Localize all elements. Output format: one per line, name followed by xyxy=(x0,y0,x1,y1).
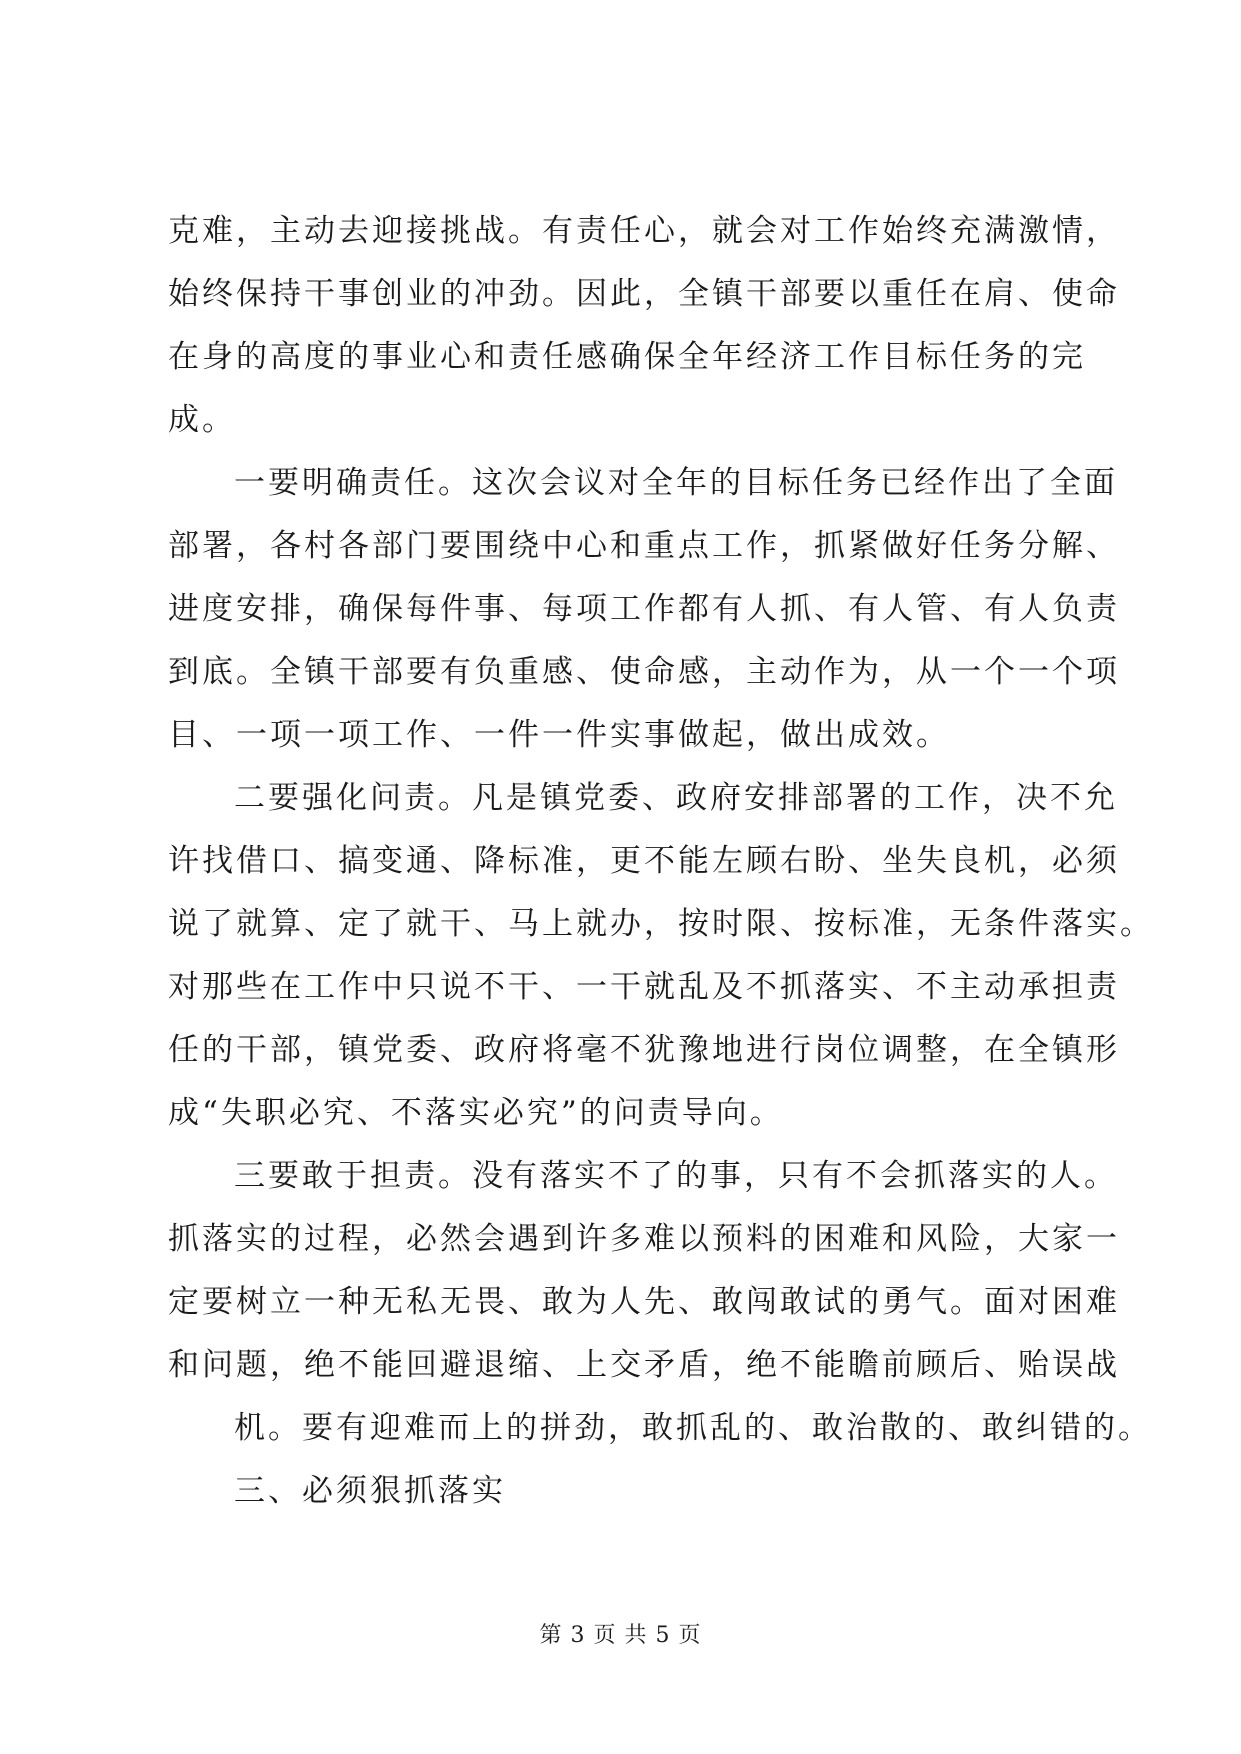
text-line: 到底。全镇干部要有负重感、使命感，主动作为，从一个一个项 xyxy=(168,654,1120,690)
page-footer xyxy=(0,1622,1241,1650)
paragraph-first-line: 一要明确责任。这次会议对全年的目标任务已经作出了全面 xyxy=(234,465,1118,501)
text-line: 进度安排，确保每件事、每项工作都有人抓、有人管、有人负责 xyxy=(168,591,1120,627)
paragraph-first-line: 三要敢于担责。没有落实不了的事，只有不会抓落实的人。 xyxy=(234,1158,1118,1194)
text-line: 部署，各村各部门要围绕中心和重点工作，抓紧做好任务分解、 xyxy=(168,528,1120,564)
text-line: 成。 xyxy=(168,402,236,438)
text-line: 克难，主动去迎接挑战。有责任心，就会对工作始终充满激情， xyxy=(168,213,1120,249)
text-line: 始终保持干事创业的冲劲。因此，全镇干部要以重任在肩、使命 xyxy=(168,276,1120,312)
text-line: 对那些在工作中只说不干、一干就乱及不抓落实、不主动承担责 xyxy=(168,969,1120,1005)
text-line: 任的干部，镇党委、政府将毫不犹豫地进行岗位调整，在全镇形 xyxy=(168,1032,1120,1068)
text-line: 在身的高度的事业心和责任感确保全年经济工作目标任务的完 xyxy=(168,339,1086,375)
text-line: 目、一项一项工作、一件一件实事做起，做出成效。 xyxy=(168,717,950,753)
text-line: 成“失职必究、不落实必究”的问责导向。 xyxy=(168,1095,784,1131)
document-body xyxy=(168,200,1154,1523)
text-line: 许找借口、搞变通、降标准，更不能左顾右盼、坐失良机，必须 xyxy=(168,843,1120,879)
text-line: 说了就算、定了就干、马上就办，按时限、按标准，无条件落实。 xyxy=(168,906,1154,942)
text-line: 抓落实的过程，必然会遇到许多难以预料的困难和风险，大家一 xyxy=(168,1221,1120,1257)
text-line: 和问题，绝不能回避退缩、上交矛盾，绝不能瞻前顾后、贻误战 xyxy=(168,1347,1120,1383)
section-heading: 三、必须狠抓落实 xyxy=(234,1473,506,1509)
text-line: 机。要有迎难而上的拼劲，敢抓乱的、敢治散的、敢纠错的。 xyxy=(234,1410,1152,1446)
paragraph-first-line: 二要强化问责。凡是镇党委、政府安排部署的工作，决不允 xyxy=(234,780,1118,816)
text-line: 定要树立一种无私无畏、敢为人先、敢闯敢试的勇气。面对困难 xyxy=(168,1284,1120,1320)
page-number: 第 3 页 共 5 页 xyxy=(539,1623,702,1648)
